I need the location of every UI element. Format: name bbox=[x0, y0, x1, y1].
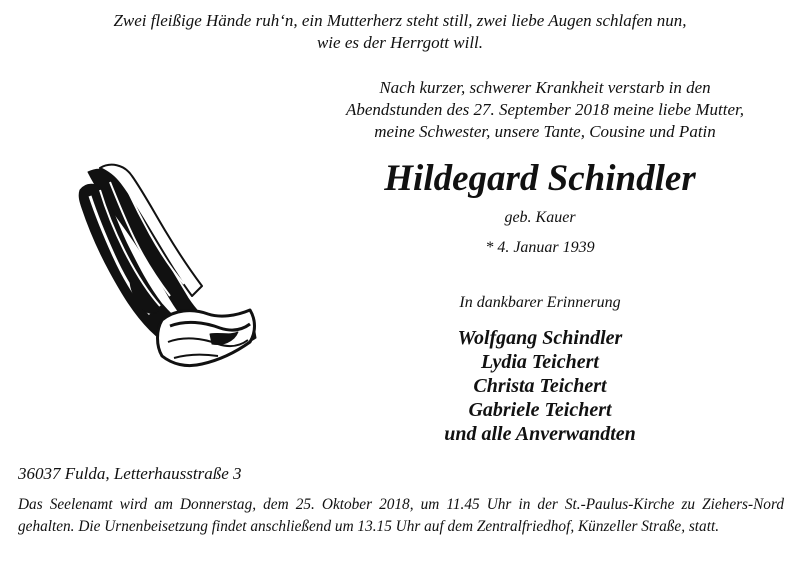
announcement-line-2: Abendstunden des 27. September 2018 meine liebe Mutter, bbox=[346, 100, 744, 119]
motto-line-2: wie es der Herrgott will. bbox=[316, 33, 484, 52]
remembrance-line: In dankbarer Erinnerung bbox=[459, 294, 621, 311]
announcement-line-1: Nach kurzer, schwerer Krankheit verstarb in den bbox=[379, 78, 711, 97]
family-address: 36037 Fulda, Letterhausstraße 3 bbox=[18, 464, 242, 483]
mourner-2: Lydia Teichert bbox=[481, 351, 599, 373]
motto-line-1: Zwei fleißige Hände ruh‘n, ein Mutterherz steht still, zwei liebe Augen schlafen nun, bbox=[113, 11, 687, 30]
mourners-list bbox=[330, 326, 750, 446]
motto-verse bbox=[0, 10, 800, 54]
mourner-5: und alle Anverwandten bbox=[444, 423, 636, 445]
mourner-1: Wolfgang Schindler bbox=[457, 327, 623, 349]
praying-hands-icon bbox=[70, 160, 260, 382]
birth-date: * 4. Januar 1939 bbox=[485, 239, 595, 256]
maiden-name: geb. Kauer bbox=[504, 209, 576, 226]
announcement-line-3: meine Schwester, unsere Tante, Cousine und Patin bbox=[374, 122, 716, 141]
death-announcement bbox=[300, 77, 790, 143]
mourner-3: Christa Teichert bbox=[473, 375, 607, 397]
deceased-name: Hildegard Schindler bbox=[384, 158, 696, 199]
mourner-4: Gabriele Teichert bbox=[468, 399, 612, 421]
funeral-notice: Das Seelenamt wird am Donnerstag, dem 25. Oktober 2018, um 11.45 Uhr in der St.-Paulus-Kirche zu Ziehers-Nord gehalten. Die Urnenbeisetzung findet anschließend um 13.15 Uhr auf dem Zentralfriedhof, Künzeller Straße, statt. bbox=[18, 496, 784, 535]
